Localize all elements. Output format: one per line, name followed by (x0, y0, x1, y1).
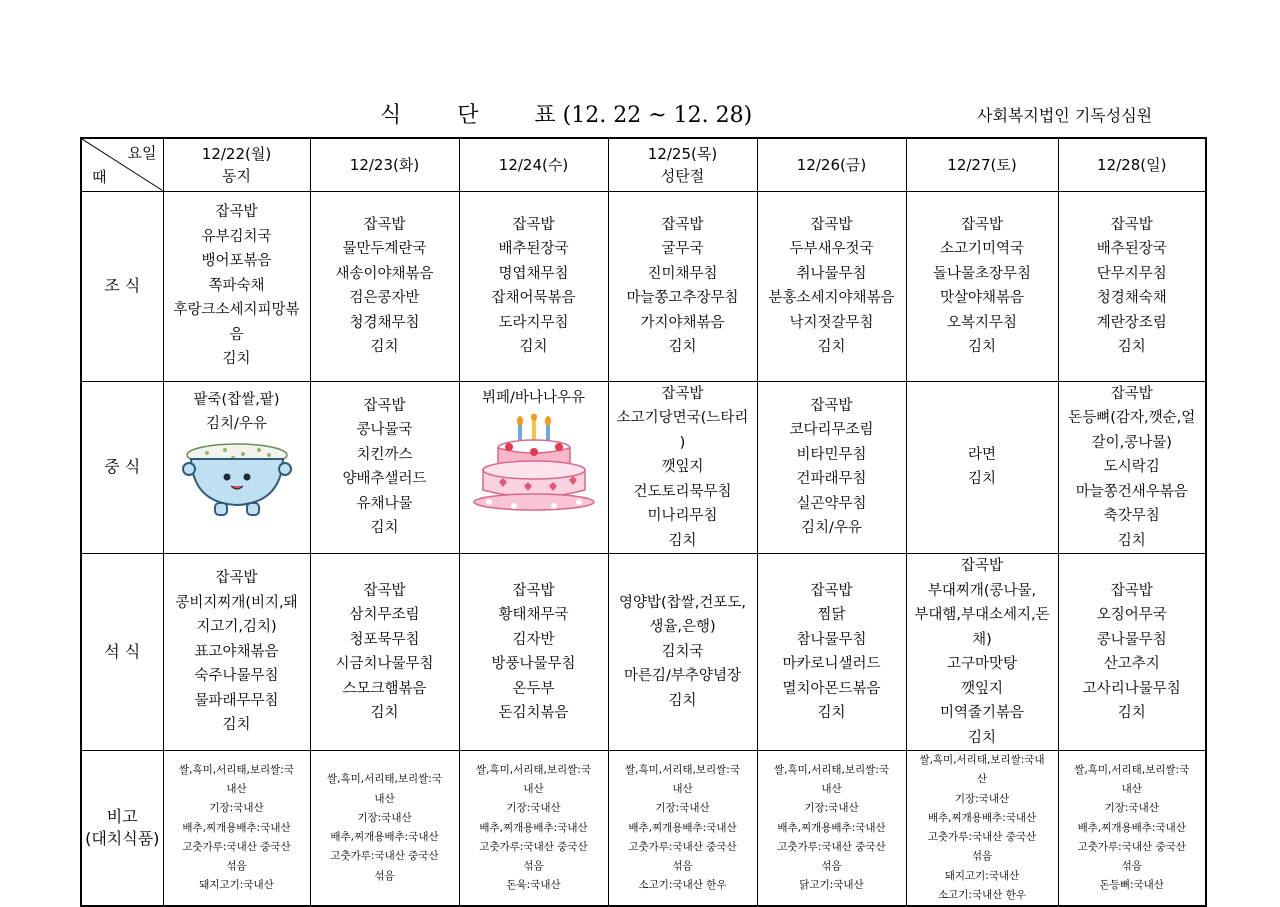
note-line: 기장:국내산 (655, 802, 710, 815)
menu-item: 잡곡밥 (1110, 385, 1153, 402)
menu-item: 김치 (1117, 705, 1146, 721)
day-header (757, 138, 906, 191)
menu-item: 쪽파숙채 (208, 277, 265, 294)
menu-item: 취나물무침 (796, 265, 867, 282)
menu-cell (608, 554, 757, 751)
note-line: 쌀,흑미,서리태,보리쌀:국 (774, 763, 889, 776)
menu-item: 양배추샐러드 (342, 471, 427, 488)
menu-item: 도라지무침 (498, 314, 569, 331)
note-line: 내산 (1121, 782, 1142, 795)
note-cell (1058, 751, 1206, 907)
menu-item: 명엽채무침 (498, 265, 569, 282)
note-line: 내산 (523, 782, 544, 795)
header-row (81, 138, 1206, 191)
row-label: 조 식 (81, 191, 163, 381)
menu-item: 치킨까스 (356, 446, 413, 463)
menu-item: 잡곡밥 (960, 558, 1004, 574)
dinner-row (81, 554, 1206, 751)
menu-item: 김치 (967, 471, 996, 488)
menu-cell (1058, 191, 1206, 381)
menu-cell (1058, 554, 1206, 751)
menu-cell (757, 381, 906, 554)
corner-day-label: 요일 (127, 144, 157, 162)
menu-item: 팥죽(찹쌀,팥) (193, 391, 280, 408)
note-line: 고춧가루:국내산 중국산 (628, 840, 737, 853)
menu-item: 분홍소세지야채볶음 (768, 290, 895, 306)
birthday-cake-icon (469, 414, 599, 514)
menu-item: 건파래무침 (796, 471, 867, 488)
note-line: 섞음 (523, 860, 544, 873)
day-date: 12/24(수) (498, 155, 569, 174)
menu-item: 찜닭 (817, 607, 846, 623)
notes-label-line: (대치식품) (85, 829, 160, 849)
menu-item: 채) (972, 631, 992, 648)
menu-item: 멸치아몬드볶음 (782, 680, 881, 697)
menu-item: 잡곡밥 (215, 204, 258, 221)
menu-item: 배추된장국 (1096, 241, 1167, 257)
note-line: 고춧가루:국내산 중국산 (330, 850, 439, 863)
menu-cell (459, 554, 608, 751)
menu-item: 참나물무침 (796, 631, 867, 648)
menu-item: 음 (229, 326, 244, 343)
menu-item: 건도토리묵무침 (633, 483, 732, 500)
menu-item: 잡곡밥 (1110, 582, 1153, 599)
menu-item: 잡곡밥 (215, 570, 258, 587)
corner-meal-label: 때 (92, 167, 107, 186)
organization-name: 사회복지법인 기독성심원 (977, 106, 1153, 125)
day-header (1058, 138, 1206, 191)
menu-item: 생율,은행) (649, 619, 716, 636)
menu-item: 온두부 (512, 680, 555, 697)
note-line: 돈육:국내산 (506, 879, 561, 892)
menu-item: 실곤약무침 (796, 495, 867, 512)
menu-item: 김치 (519, 339, 548, 355)
menu-item: 후랑크소세지피망볶 (173, 302, 300, 319)
day-date: 12/27(토) (947, 155, 1017, 174)
note-line: 고춧가루:국내산 중국산 (479, 840, 588, 853)
note-line: 고춧가루:국내산 중국산 (927, 831, 1037, 844)
note-line: 고춧가루:국내산 중국산 (182, 840, 291, 853)
menu-item: 마늘쫑고추장무침 (626, 290, 739, 306)
note-line: 소고기:국내산 한우 (638, 879, 727, 892)
menu-item: 돈등뼈(감자,깻순,얼 (1068, 410, 1196, 426)
notes-row-label (81, 751, 163, 907)
menu-cell (1058, 381, 1206, 554)
menu-item: 낙지젓갈무침 (789, 314, 874, 331)
note-line: 기장:국내산 (1104, 802, 1159, 815)
menu-item: 소고기당면국(느타리 (616, 410, 749, 426)
note-line: 쌀,흑미,서리태,보리쌀:국내 (919, 754, 1045, 766)
menu-item: 숙주나물무침 (194, 668, 279, 685)
day-date: 12/23(화) (349, 155, 420, 174)
note-line: 배추,찌개용배추:국내산 (777, 821, 886, 834)
menu-cell (310, 554, 459, 751)
day-header (906, 138, 1058, 191)
day-header (163, 138, 310, 191)
menu-item: 도시락김 (1103, 459, 1160, 475)
menu-item: 잡곡밥 (810, 216, 853, 233)
menu-item: 잡곡밥 (512, 582, 555, 599)
menu-item: 표고야채볶음 (194, 643, 279, 660)
note-line: 쌀,흑미,서리태,보리쌀:국 (625, 763, 740, 776)
menu-cell (459, 381, 608, 554)
note-line: 기장:국내산 (357, 811, 412, 824)
note-line: 산 (976, 773, 988, 786)
menu-item: 고사리나물무침 (1082, 680, 1181, 697)
menu-item: 김치 (370, 705, 399, 721)
menu-item: 잡곡밥 (960, 216, 1004, 233)
note-line: 섞음 (374, 869, 395, 882)
note-cell (608, 751, 757, 907)
note-cell (163, 751, 310, 907)
note-cell (459, 751, 608, 907)
menu-item: 잡채어묵볶음 (491, 290, 576, 306)
menu-cell (608, 381, 757, 554)
day-header (310, 138, 459, 191)
note-line: 돈등뼈:국내산 (1099, 879, 1164, 892)
note-line: 고춧가루:국내산 중국산 (777, 840, 886, 853)
menu-item: 김치 (1117, 339, 1146, 355)
menu-cell (906, 554, 1058, 751)
note-line: 섞음 (672, 860, 693, 873)
menu-item: 김치 (370, 520, 399, 537)
note-line: 쌀,흑미,서리태,보리쌀:국 (179, 763, 294, 776)
note-line: 돼지고기:국내산 (944, 869, 1020, 882)
menu-item: 황태채무국 (498, 607, 569, 623)
breakfast-row (81, 191, 1206, 381)
menu-item: 잡곡밥 (810, 582, 853, 599)
note-line: 쌀,흑미,서리태,보리쌀:국 (476, 763, 591, 776)
note-cell (906, 751, 1058, 907)
note-line: 배추,찌개용배추:국내산 (182, 821, 291, 834)
menu-item: 김치 (1117, 532, 1146, 549)
menu-item: 계란장조림 (1096, 314, 1167, 331)
menu-item: 청포묵무침 (349, 631, 420, 648)
note-line: 고춧가루:국내산 중국산 (1077, 840, 1186, 853)
note-line: 쌀,흑미,서리태,보리쌀:국 (327, 773, 442, 786)
note-cell (310, 751, 459, 907)
menu-item: 김치 (817, 339, 846, 355)
menu-item: 물파래무무침 (194, 692, 279, 709)
menu-item: 유채나물 (356, 495, 413, 512)
menu-item: 잡곡밥 (661, 216, 704, 233)
day-note: 성탄절 (660, 166, 705, 185)
note-line: 기장:국내산 (804, 802, 859, 815)
menu-cell (906, 191, 1058, 381)
menu-item: 김치 (668, 532, 697, 549)
note-line: 섞음 (1121, 860, 1142, 873)
note-line: 기장:국내산 (506, 802, 561, 815)
menu-item: 진미채무침 (647, 265, 718, 282)
menu-lines (166, 388, 308, 437)
notes-label-line: 비고 (106, 807, 138, 827)
menu-item: 검은콩자반 (349, 290, 420, 306)
note-line: 내산 (821, 782, 842, 795)
note-line: 배추,찌개용배추:국내산 (927, 811, 1037, 824)
menu-item: 갈이,콩나물) (1091, 434, 1172, 451)
note-cell (757, 751, 906, 907)
menu-item: 축갓무침 (1103, 508, 1160, 524)
menu-item: 콩비지찌개(비지,돼 (175, 594, 298, 611)
menu-cell (459, 191, 608, 381)
menu-item: 콩나물무침 (1096, 631, 1167, 648)
note-line: 소고기:국내산 한우 (937, 889, 1027, 902)
menu-item: 뱅어포볶음 (201, 253, 272, 270)
notes-row (81, 751, 1206, 907)
menu-item: 유부김치국 (201, 228, 272, 245)
menu-item: 콩나물국 (356, 422, 413, 439)
menu-item: 스모크햄볶음 (342, 680, 427, 697)
day-date: 12/26(금) (796, 155, 867, 174)
menu-item: 가지야채볶음 (640, 314, 725, 331)
menu-item: 삼치무조림 (349, 607, 420, 623)
menu-item: 배추된장국 (498, 241, 569, 257)
corner-cell (81, 138, 163, 191)
menu-item: 고구마맛탕 (946, 656, 1018, 672)
note-line: 배추,찌개용배추:국내산 (330, 831, 439, 844)
menu-item: 잡곡밥 (363, 216, 406, 233)
menu-item: 김치 (222, 717, 251, 734)
note-line: 배추,찌개용배추:국내산 (1077, 821, 1186, 834)
menu-item: 김치 (967, 729, 996, 746)
menu-cell (608, 191, 757, 381)
page-title: 식 단 표 (12. 22 ~ 12. 28) (380, 103, 753, 128)
menu-item: 마카로니샐러드 (782, 656, 881, 672)
menu-item: 오복지무침 (946, 314, 1018, 331)
menu-cell (163, 191, 310, 381)
menu-item: 두부새우젓국 (789, 241, 874, 257)
rice-bowl-icon (177, 441, 297, 521)
menu-item: 김치 (370, 339, 399, 355)
menu-cell (310, 381, 459, 554)
menu-item: 깻잎지 (661, 459, 704, 475)
menu-item: 산고추지 (1103, 656, 1160, 672)
menu-item: 마늘쫑건새우볶음 (1075, 483, 1188, 500)
menu-item: 잡곡밥 (661, 385, 704, 402)
day-date: 12/25(목) (647, 144, 718, 163)
menu-item: 돌나물초장무침 (932, 265, 1032, 282)
note-line: 기장:국내산 (209, 802, 264, 815)
menu-item: 뷔페/바나나우유 (482, 389, 585, 406)
menu-cell (757, 554, 906, 751)
menu-cell (310, 191, 459, 381)
menu-item: 라면 (967, 446, 996, 463)
menu-cell (757, 191, 906, 381)
menu-cell (163, 554, 310, 751)
menu-item: 맛살야채볶음 (939, 290, 1025, 306)
day-date: 12/22(월) (201, 144, 272, 163)
menu-item: 잡곡밥 (810, 397, 853, 414)
note-line: 기장:국내산 (954, 792, 1010, 805)
day-header (459, 138, 608, 191)
menu-item: 새송이야채볶음 (335, 265, 434, 282)
note-line: 섞음 (226, 860, 247, 873)
note-line: 닭고기:국내산 (799, 879, 864, 892)
menu-item: 미나리무침 (647, 508, 718, 524)
menu-table (80, 137, 1207, 907)
menu-item: 김치 (668, 692, 697, 709)
day-date: 12/28(일) (1097, 155, 1167, 174)
menu-item: 잡곡밥 (1110, 216, 1153, 233)
menu-item: 잡곡밥 (363, 397, 406, 414)
menu-item: 미역줄기볶음 (939, 705, 1025, 721)
day-note: 동지 (222, 166, 251, 185)
row-label: 중 식 (81, 381, 163, 554)
note-line: 배추,찌개용배추:국내산 (479, 821, 588, 834)
menu-cell (163, 381, 310, 554)
menu-item: 마른김/부추양념장 (624, 668, 741, 685)
menu-item: 김치 (967, 339, 996, 355)
day-header (608, 138, 757, 191)
menu-item: 코다리무조림 (789, 422, 874, 439)
menu-item: 방풍나물무침 (491, 656, 576, 672)
menu-item: 지고기,김치) (196, 619, 277, 636)
menu-item: 청경채무침 (349, 314, 420, 331)
menu-item: 김자반 (512, 631, 555, 648)
menu-item: 단무지무침 (1096, 265, 1167, 282)
menu-item: 오징어무국 (1096, 607, 1167, 623)
menu-item: 비타민무침 (796, 446, 867, 463)
menu-item: 소고기미역국 (939, 241, 1025, 257)
note-line: 내산 (374, 792, 395, 805)
menu-item: 영양밥(찹쌀,건포도, (619, 594, 746, 611)
note-line: 섞음 (971, 850, 993, 863)
menu-lines (462, 386, 606, 411)
menu-item: 시금치나물무침 (335, 656, 434, 672)
menu-item: 돈김치볶음 (498, 705, 569, 721)
note-line: 쌀,흑미,서리태,보리쌀:국 (1074, 763, 1190, 776)
menu-item: 물만두계란국 (342, 241, 427, 257)
menu-item: 굴무국 (661, 241, 704, 257)
menu-item: 잡곡밥 (512, 216, 555, 233)
menu-item: 부대햄,부대소세지,돈 (914, 607, 1050, 623)
note-line: 섞음 (821, 860, 842, 873)
menu-item: 김치 (222, 351, 251, 368)
note-line: 배추,찌개용배추:국내산 (628, 821, 737, 834)
note-line: 돼지고기:국내산 (199, 879, 274, 892)
menu-cell (906, 381, 1058, 554)
menu-item: 잡곡밥 (363, 582, 406, 599)
menu-item: 김치/우유 (206, 416, 267, 432)
menu-item: 청경채숙채 (1096, 290, 1167, 306)
menu-item: 김치국 (661, 643, 704, 660)
lunch-row (81, 381, 1206, 554)
menu-item: 깻잎지 (960, 680, 1004, 697)
menu-item: 김치 (817, 705, 846, 721)
menu-item: 김치/우유 (801, 520, 862, 537)
menu-item: 부대찌개(콩나물, (927, 582, 1037, 599)
menu-item: 김치 (668, 339, 697, 355)
row-label: 석 식 (81, 554, 163, 751)
note-line: 내산 (226, 782, 247, 795)
note-line: 내산 (672, 782, 693, 795)
menu-item: ) (679, 434, 686, 451)
